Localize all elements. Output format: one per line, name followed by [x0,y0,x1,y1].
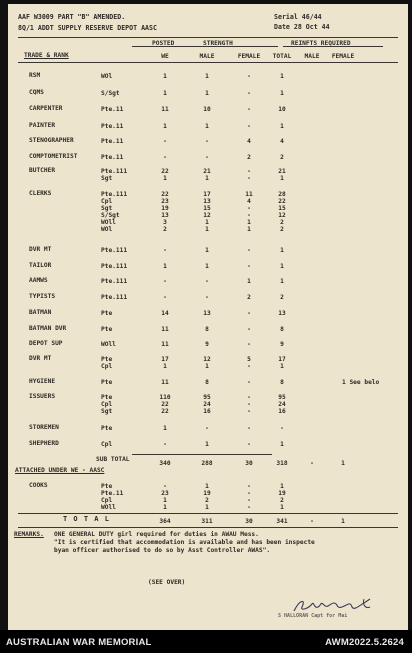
posted-header: POSTED [152,40,175,47]
row-female: - [247,263,251,270]
row-male: - [205,425,209,432]
row-trade: DEPOT SUP [29,340,63,347]
row-male: 1 [205,73,209,80]
row-trade: HYGIENE [29,378,56,385]
row-female: - [247,247,251,254]
remarks-line-1: ONE GENERAL DUTY girl required for duties in AWAU Mess. [54,531,259,538]
row-male: 1 [205,90,209,97]
row-trade: AAMWS [29,277,48,284]
remarks-line-3: byan officer authorised to do so by Asst Controller AWAS". [54,547,271,554]
row-we: 22 23 19 13 3 2 [161,191,169,233]
row-grade: Pte.11 [101,154,124,161]
row-grade: WOll [101,341,116,348]
row-male: 12 1 [203,356,211,370]
row-total: 2 [280,154,284,161]
row-female: 4 [247,138,251,145]
row-grade: Pte.11 [101,106,124,113]
row-total: 1 [280,263,284,270]
row-trade: CQMS [29,89,44,96]
serial-number: Serial 46/44 [274,13,322,21]
trade-rank-header: TRADE & RANK [24,52,69,59]
row-we: 11 [161,106,169,113]
row-we: - [163,278,167,285]
subtotal-reinfts-female: 1 [341,460,345,467]
row-we: - [163,441,167,448]
row-grade: Pte.111 Cpl Sgt S/Sgt WOll WOl [101,191,128,233]
row-female: - [247,379,251,386]
row-total: 21 1 [278,168,286,182]
unit-name: 8Q/1 ADDT SUPPLY RESERVE DEPOT AASC [18,24,157,32]
row-female: - [247,425,251,432]
row-trade: SHEPHERD [29,440,59,447]
row-total: 1 [280,90,284,97]
subtotal-female: 30 [245,460,253,467]
row-male: 1 [205,123,209,130]
row-male: - [205,154,209,161]
row-grade: Pte [101,425,113,432]
row-male: - [205,138,209,145]
subtotal-we: 340 [159,460,171,467]
row-female: - [247,326,251,333]
grand-total-male: 311 [201,518,213,525]
reinfts-header: REINFTS REQUIRED [291,40,351,47]
total-header: TOTAL [272,53,292,60]
row-female: - - [247,168,251,182]
row-total: 13 [278,310,286,317]
row-trade: COMPTOMETRIST [29,153,78,160]
row-grade: Pte.111 [101,263,128,270]
row-total: 1 [280,441,284,448]
attached-grades: Pte Pte.11 Cpl WOll [101,483,124,511]
row-female: 11 4 - - 1 1 [245,191,253,233]
row-male: 1 [205,441,209,448]
row-we: - [163,138,167,145]
header-rule [18,37,398,38]
row-female: - [247,90,251,97]
row-male: 8 [205,326,209,333]
attached-female: - - - - [247,483,251,511]
archive-caption-bar [0,630,412,653]
female-header: FEMALE [237,53,261,60]
row-trade: BUTCHER [29,167,56,174]
row-we: 14 [161,310,169,317]
row-trade: STENOGRAPHER [29,137,74,144]
row-grade: Pte.111 [101,247,128,254]
row-male: 17 13 15 12 1 1 [203,191,211,233]
row-we: - [163,154,167,161]
grand-total-reinfts-male: - [310,518,314,525]
remarks-line-2: "It is certified that accommodation is available and has been inspecte [54,539,315,546]
row-trade: CLERKS [29,190,52,197]
male-header: MALE [199,53,215,60]
document-date: Date 28 Oct 44 [274,23,330,31]
row-grade: Pte.111 [101,278,128,285]
reinfts-male-header: MALE [304,53,320,60]
reinfts-female-header: FEMALE [331,53,355,60]
total-rule-bottom [18,527,398,528]
row-trade: CARPENTER [29,105,63,112]
row-we: 11 [161,341,169,348]
columns-rule [18,62,398,63]
row-total: 28 22 15 12 2 2 [278,191,286,233]
row-female: - - - [247,394,251,415]
row-grade: Pte Cpl [101,356,113,370]
row-we: 1 [163,263,167,270]
row-total: 1 [280,73,284,80]
row-female: 2 [247,154,251,161]
row-we: 11 [161,379,169,386]
grand-total-reinfts-female: 1 [341,518,345,525]
row-grade: Pte.111 [101,294,128,301]
row-male: - [205,294,209,301]
row-we: 1 [163,123,167,130]
subtotal-total: 318 [276,460,288,467]
row-female: 2 [247,294,251,301]
subtotal-label: SUB TOTAL [96,456,130,463]
row-trade: BATMAN DVR [29,325,67,332]
row-grade: Pte [101,310,113,317]
row-trade: TYPISTS [29,293,56,300]
row-total: - [280,425,284,432]
attached-total: 1 19 2 1 [278,483,286,511]
row-female: 5 - [247,356,251,370]
row-we: 1 [163,73,167,80]
attached-male: 1 19 2 1 [203,483,211,511]
row-trade: ISSUERS [29,393,56,400]
row-male: 9 [205,341,209,348]
row-we: 17 1 [161,356,169,370]
row-total: 2 [280,294,284,301]
subtotal-male: 288 [201,460,213,467]
row-trade: STOREMEN [29,424,59,431]
row-we: 22 1 [161,168,169,182]
row-female: - [247,106,251,113]
row-female: - [247,310,251,317]
row-grade: Pte.111 Sgt [101,168,128,182]
row-total: 95 24 16 [278,394,286,415]
row-male: 1 [205,247,209,254]
row-grade: Cpl [101,441,113,448]
see-over-note: (SEE OVER) [148,579,186,586]
row-grade: Pte [101,326,113,333]
row-female: - [247,341,251,348]
row-total: 8 [280,326,284,333]
row-total: 4 [280,138,284,145]
row-we: - [163,294,167,301]
attached-we: - 23 1 1 [161,483,169,511]
subtotal-rule [132,454,272,455]
row-grade: Pte.11 [101,138,124,145]
grand-total-label: T O T A L [63,515,110,523]
row-male: 8 [205,379,209,386]
row-male: 13 [203,310,211,317]
document-page [8,4,408,630]
row-trade: PAINTER [29,122,56,129]
row-total: 10 [278,106,286,113]
row-female: - [247,73,251,80]
form-reference: AAF W3009 PART "B" AMENDED. [18,13,126,21]
archive-reference: AWM2022.5.2624 [325,637,404,648]
row-we: 1 [163,90,167,97]
row-we: 110 22 22 [159,394,171,415]
row-note: 1 See belo [342,379,380,386]
subtotal-reinfts-male: - [310,460,314,467]
row-total: 9 [280,341,284,348]
row-we: 11 [161,326,169,333]
row-we: - [163,247,167,254]
total-rule-top [18,513,398,514]
row-trade: RSM [29,72,41,79]
row-total: 17 1 [278,356,286,370]
attached-title: ATTACHED UNDER WE - AASC [15,467,105,474]
row-grade: S/Sgt [101,90,120,97]
strength-header: STRENGTH [203,40,233,47]
row-trade: DVR MT [29,246,52,253]
row-we: 1 [163,425,167,432]
attached-trade: COOKS [29,482,48,489]
row-male: 1 [205,263,209,270]
row-grade: Pte.11 [101,123,124,130]
row-grade: WOl [101,73,113,80]
signature-caption: S HALLORAN Capt for Mai [278,613,348,619]
we-header: WE [161,53,169,60]
row-male: 95 24 16 [203,394,211,415]
row-female: 1 [247,278,251,285]
row-total: 1 [280,247,284,254]
row-trade: TAILOR [29,262,52,269]
row-male: 21 1 [203,168,211,182]
grand-total-female: 30 [245,518,253,525]
row-trade: BATMAN [29,309,52,316]
grand-total-we: 364 [159,518,171,525]
remarks-label: REMARKS. [14,531,44,538]
row-trade: DVR MT [29,355,52,362]
row-female: - [247,123,251,130]
row-total: 1 [280,123,284,130]
row-total: 8 [280,379,284,386]
row-grade: Pte Cpl Sgt [101,394,113,415]
row-female: - [247,441,251,448]
row-total: 1 [280,278,284,285]
row-grade: Pte [101,379,113,386]
grand-total-total: 341 [276,518,288,525]
row-male: 10 [203,106,211,113]
row-male: - [205,278,209,285]
archive-name: AUSTRALIAN WAR MEMORIAL [6,637,152,648]
